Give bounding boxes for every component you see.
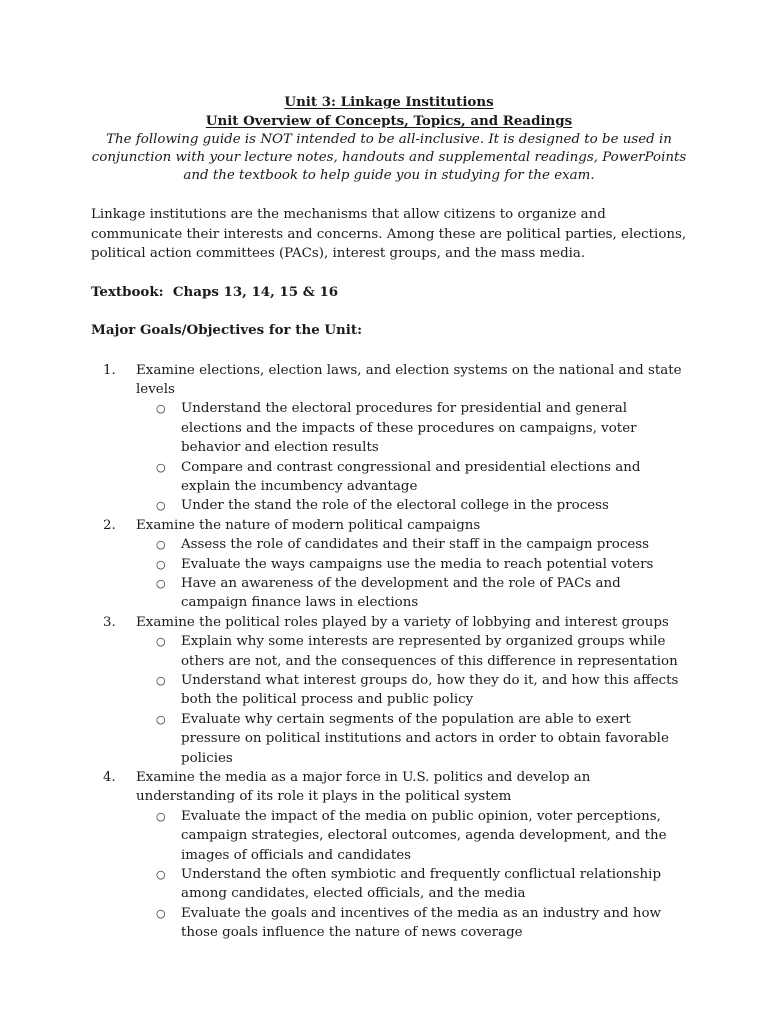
objective-item <box>136 458 687 497</box>
goal-text: Examine the media as a major force in U.S. politics and develop an understanding of its role it plays in the political system <box>136 770 591 805</box>
goal-item <box>91 768 687 943</box>
textbook-chapters: Textbook: Chaps 13, 14, 15 & 16 <box>91 283 339 300</box>
objective-item <box>136 904 687 943</box>
objective-item <box>136 496 687 515</box>
objective-text: Evaluate the goals and incentives of the media as an industry and how those goals influence the nature of news coverage <box>181 905 661 941</box>
objective-item <box>136 710 687 768</box>
circle-bullet-icon: ○ <box>156 674 166 687</box>
objective-text: Understand the electoral procedures for presidential and general elections and the impacts of these procedures on campaigns, voter behavior and election results <box>181 401 637 456</box>
circle-bullet-icon: ○ <box>156 557 166 571</box>
objective-item <box>136 807 687 865</box>
objective-item <box>136 671 687 710</box>
document-page <box>91 93 687 943</box>
unit-title: Unit 3: Linkage Institutions <box>284 94 494 110</box>
circle-bullet-icon: ○ <box>156 576 166 590</box>
objective-item <box>136 574 687 613</box>
goal-number: 4. <box>103 770 116 786</box>
circle-bullet-icon: ○ <box>156 635 166 649</box>
goals-heading: Major Goals/Objectives for the Unit: <box>91 321 363 338</box>
objective-text: Evaluate why certain segments of the population are able to exert pressure on political institutions and actors in order to obtain favorable policies <box>181 711 669 766</box>
circle-bullet-icon: ○ <box>156 460 166 474</box>
goal-number: 2. <box>103 517 116 533</box>
objective-text: Have an awareness of the development and the role of PACs and campaign finance laws in elections <box>181 575 621 611</box>
intro-note: The following guide is NOT intended to be all-inclusive. It is designed to be used in conjunction with your lecture notes, handouts and supplemental readings, PowerPoints and the textbook to help guide you in studying for the exam. <box>91 132 687 183</box>
objective-list <box>136 399 687 515</box>
circle-bullet-icon: ○ <box>156 809 166 823</box>
circle-bullet-icon: ○ <box>156 402 166 416</box>
objective-text: Evaluate the impact of the media on public opinion, voter perceptions, campaign strategies, electoral outcomes, agenda development, and the images of officials and candidates <box>181 808 667 863</box>
objective-item <box>136 632 687 671</box>
objective-item <box>136 865 687 904</box>
objective-list <box>136 807 687 943</box>
objective-text: Understand the often symbiotic and frequently conflictual relationship among candidates, elected officials, and the media <box>181 867 662 902</box>
goals-list <box>91 361 687 943</box>
objective-text: Compare and contrast congressional and presidential elections and explain the incumbency advantage <box>181 459 641 494</box>
goal-item <box>91 613 687 768</box>
circle-bullet-icon: ○ <box>156 538 166 552</box>
objective-text: Assess the role of candidates and their staff in the campaign process <box>181 537 650 553</box>
unit-subtitle: Unit Overview of Concepts, Topics, and Readings <box>205 113 573 129</box>
goal-text: Examine elections, election laws, and election systems on the national and state levels <box>136 362 682 397</box>
objective-list <box>136 535 687 613</box>
goal-number: 1. <box>103 362 116 378</box>
objective-text: Evaluate the ways campaigns use the media to reach potential voters <box>181 556 654 572</box>
circle-bullet-icon: ○ <box>156 499 166 513</box>
circle-bullet-icon: ○ <box>156 712 166 726</box>
objective-item <box>136 535 687 554</box>
objective-text: Understand what interest groups do, how they do it, and how this affects both the political process and public policy <box>181 673 679 708</box>
circle-bullet-icon: ○ <box>156 868 166 882</box>
objective-text: Under the stand the role of the electoral college in the process <box>181 498 609 514</box>
goal-number: 3. <box>103 614 116 630</box>
objective-item <box>136 555 687 574</box>
goal-item <box>91 516 687 613</box>
objective-text: Explain why some interests are represented by organized groups while others are not, and the consequences of this difference in representation <box>181 634 678 669</box>
objective-list <box>136 632 687 768</box>
goal-item <box>91 361 687 516</box>
goal-text: Examine the political roles played by a variety of lobbying and interest groups <box>136 614 669 630</box>
circle-bullet-icon: ○ <box>156 906 166 920</box>
goal-text: Examine the nature of modern political campaigns <box>136 517 481 533</box>
linkage-paragraph: Linkage institutions are the mechanisms that allow citizens to organize and communicate their interests and concerns. Among these are political parties, elections, political action committees (PACs), interest groups, and the mass media. <box>91 207 687 261</box>
objective-item <box>136 399 687 457</box>
